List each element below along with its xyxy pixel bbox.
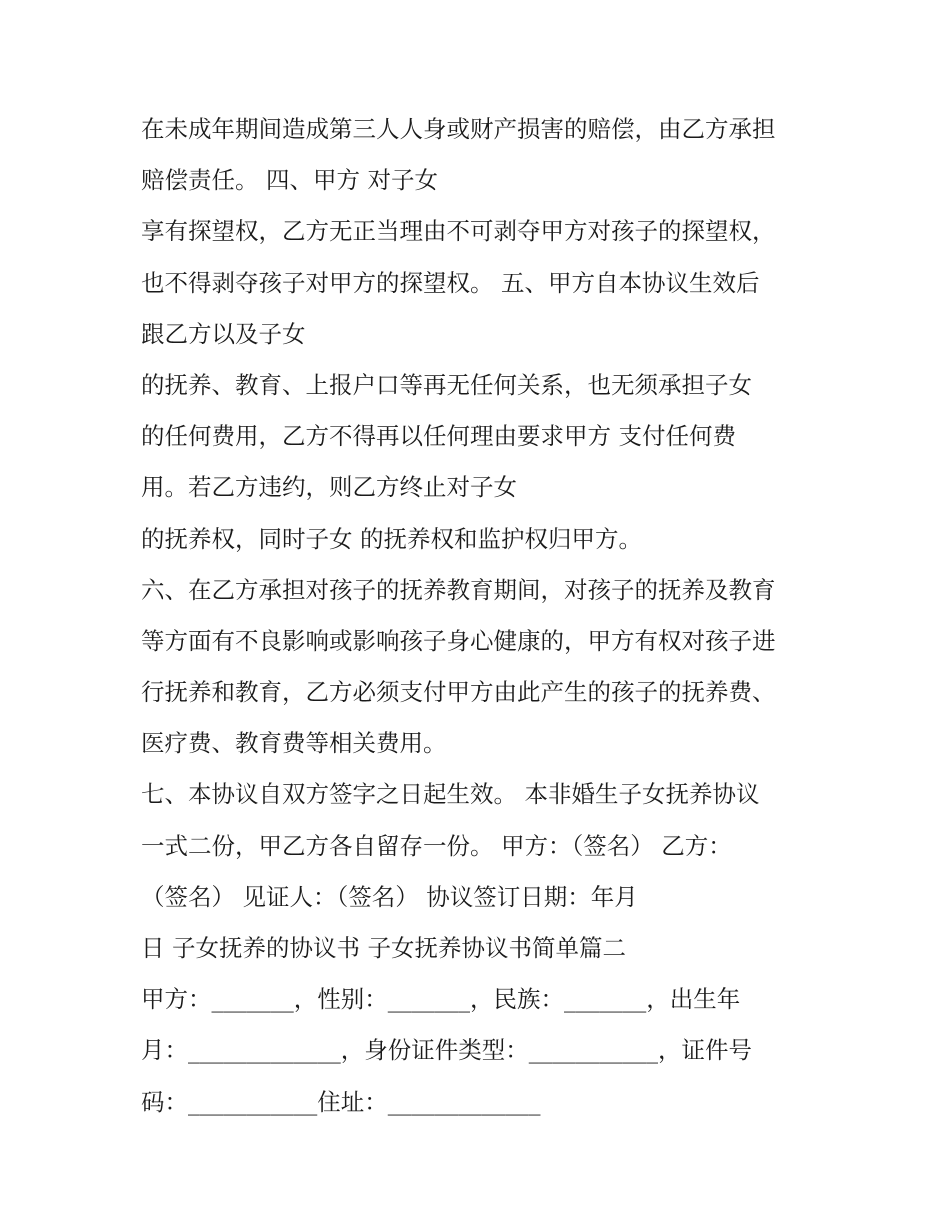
text-line: （签名） 见证人：（签名） 协议签订日期：年月: [141, 882, 638, 911]
text-line: 的抚养、教育、上报户口等再无任何关系，也无须承担子女: [141, 370, 752, 399]
text-line: 码：___________住址：_____________: [141, 1087, 541, 1116]
text-line: 赔偿责任。 四、甲方 对子女: [141, 166, 438, 195]
text-line: 的任何费用，乙方不得再以任何理由要求甲方 支付任何费: [141, 422, 736, 451]
text-line: 等方面有不良影响或影响孩子身心健康的，甲方有权对孩子进: [141, 626, 776, 655]
text-line: 七、本协议自双方签字之日起生效。 本非婚生子女抚养协议: [141, 780, 760, 809]
text-line: 六、在乙方承担对孩子的抚养教育期间，对孩子的抚养及教育: [141, 575, 776, 604]
text-line: 用。若乙方违约，则乙方终止对子女: [141, 473, 517, 502]
text-line: 一式二份，甲乙方各自留存一份。 甲方：（签名） 乙方：: [141, 831, 732, 860]
text-line: 跟乙方以及子女: [141, 319, 306, 348]
document-body: [141, 104, 821, 1128]
text-line: 享有探望权，乙方无正当理由不可剥夺甲方对孩子的探望权，: [141, 217, 776, 246]
text-line: 甲方：_______，性别：_______，民族：_______，出生年: [141, 985, 741, 1014]
text-line: 行抚养和教育，乙方必须支付甲方由此产生的孩子的抚养费、: [141, 678, 776, 707]
text-line: 在未成年期间造成第三人人身或财产损害的赔偿，由乙方承担: [141, 115, 776, 143]
text-line: 医疗费、教育费等相关费用。: [141, 729, 447, 758]
text-line: 月：_____________，身份证件类型：___________，证件号: [141, 1036, 752, 1065]
text-line: 也不得剥夺孩子对甲方的探望权。 五、甲方自本协议生效后: [141, 268, 760, 297]
text-line: 的抚养权，同时子女 的抚养权和监护权归甲方。: [141, 524, 642, 553]
text-line: 日 子女抚养的协议书 子女抚养协议书简单篇二: [141, 934, 626, 962]
